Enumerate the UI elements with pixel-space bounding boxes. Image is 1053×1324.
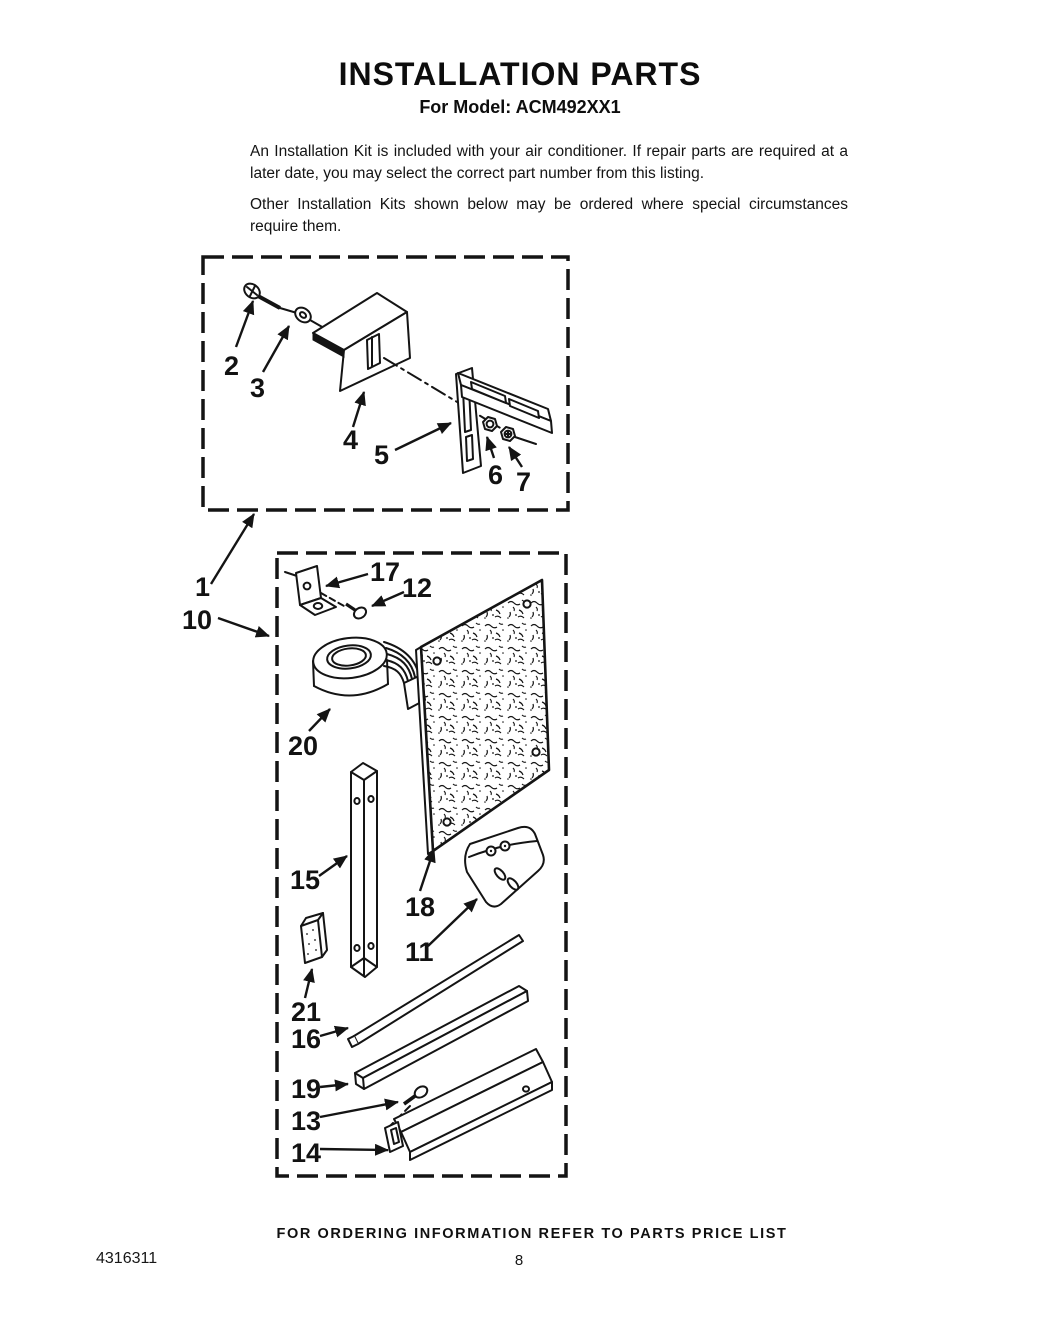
intro-paragraph-1: An Installation Kit is included with your air conditioner. If repair parts are required at a later date, you may select the correct part number from this listing. xyxy=(250,143,848,182)
part-7-nut xyxy=(501,427,536,444)
callout-11: 11 xyxy=(405,937,434,967)
callout-1: 1 xyxy=(195,572,211,602)
intro-paragraph-2: Other Installation Kits shown below may be ordered where special circumstances require them. xyxy=(250,196,848,235)
page-number: 8 xyxy=(514,1252,524,1269)
part-20-seal-tape xyxy=(311,634,425,709)
part-6-nut xyxy=(483,417,497,431)
document-number: 4316311 xyxy=(96,1250,158,1267)
callout-6: 6 xyxy=(488,460,504,490)
model-line: For Model: ACM492XX1 xyxy=(419,97,621,117)
part-12-screw xyxy=(346,604,368,621)
kit-box-10 xyxy=(277,553,566,1176)
callout-14: 14 xyxy=(291,1138,322,1168)
part-17-angle-bracket xyxy=(285,566,344,615)
callout-17: 17 xyxy=(370,557,401,587)
callout-7: 7 xyxy=(516,467,532,497)
part-5-support-bracket xyxy=(456,368,552,473)
part-11-screw-package xyxy=(465,827,544,907)
callout-5: 5 xyxy=(374,440,390,470)
ordering-note: FOR ORDERING INFORMATION REFER TO PARTS PRICE LIST xyxy=(276,1226,788,1242)
part-18-foam-panel xyxy=(416,580,549,854)
callout-3: 3 xyxy=(250,373,266,403)
kit-labels xyxy=(182,514,269,636)
part-21-foam-block xyxy=(301,913,327,963)
callout-10: 10 xyxy=(182,605,213,635)
page-title: INSTALLATION PARTS xyxy=(338,56,702,92)
callout-12: 12 xyxy=(402,573,433,603)
callout-21: 21 xyxy=(291,997,322,1027)
part-15-channel xyxy=(351,763,377,977)
callout-20: 20 xyxy=(288,731,319,761)
callout-2: 2 xyxy=(224,351,240,381)
callout-16: 16 xyxy=(291,1024,322,1054)
callout-19: 19 xyxy=(291,1074,322,1104)
kit-box-1 xyxy=(203,257,568,510)
callout-18: 18 xyxy=(405,892,436,922)
callout-4: 4 xyxy=(343,425,359,455)
callout-13: 13 xyxy=(291,1106,322,1136)
callout-15: 15 xyxy=(290,865,321,895)
part-14-sill-channel xyxy=(385,1049,552,1160)
